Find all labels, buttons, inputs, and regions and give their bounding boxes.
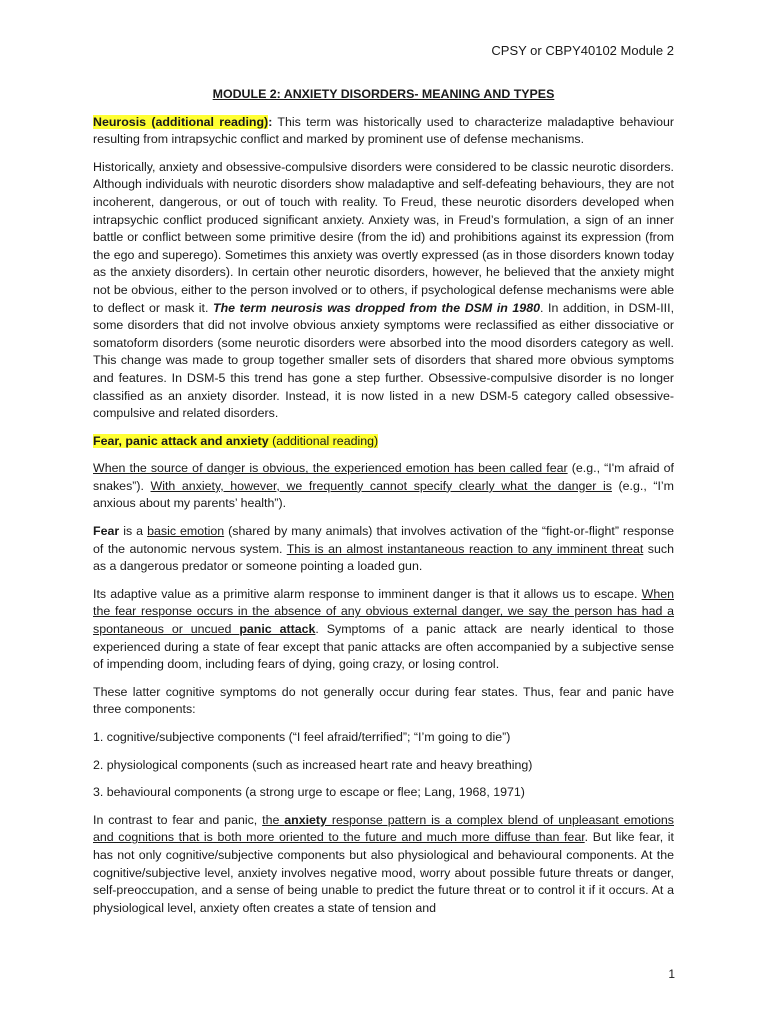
- fear-def-text-2: (shared by many animals) that involves activation of the “fight-or-flight” response of the autonomic nervous system.: [93, 524, 674, 556]
- panic-attack-term: panic attack: [239, 622, 316, 637]
- neurosis-text: This term was historically used to characterize maladaptive behaviour resulting from intrapsychic conflict and marked by prominent use of defense mechanisms.: [93, 114, 674, 147]
- document-title: MODULE 2: ANXIETY DISORDERS- MEANING AND TYPES: [212, 87, 555, 101]
- contrast-text-2: . But like fear, it has not only cognitive/subjective components but also physiological and behavioural components. At the cognitive/subjective level, anxiety involves negative mood, worry about possible future threats or danger, self-preoccupation, and a sense of being unable to predict the future threat or to control it if it occurs. At a physiological level, anxiety often creates a state of tension and: [93, 830, 674, 915]
- history-emphasis: The term neurosis was dropped from the DSM in 1980: [213, 300, 540, 315]
- fear-def-text-1: is a: [119, 524, 148, 539]
- fear-term: Fear: [93, 524, 120, 539]
- danger-underline-1: When the source of danger is obvious, the experienced emotion has been called fear: [93, 461, 568, 476]
- document-body: [93, 86, 674, 927]
- contrast-underline-1: the: [262, 812, 285, 827]
- component-item-1: 1. cognitive/subjective components (“I feel afraid/terrified”; “I’m going to die”): [93, 730, 511, 744]
- history-text-1: Historically, anxiety and obsessive-compulsive disorders were considered to be classic neurotic disorders. Although individuals with neurotic disorders show maladaptive and self-defeating behaviours, they are not incoherent, dangerous, or out of touch with reality. To Freud, these neurotic disorders developed when intrapsychic conflict produced significant anxiety. Anxiety was, in Freud’s formulation, a sign of an inner battle or conflict between some primitive desire (from the id) and prohibitions against its expression (from the ego and superego). Sometimes this anxiety was overtly expressed (as in those disorders known today as the anxiety disorders). In certain other neurotic disorders, however, he believed that the anxiety might not be obvious, either to the person involved or to others, if psychological defense mechanisms were able to deflect or mask it.: [93, 159, 674, 315]
- adaptive-underline-1: When the fear response occurs in the absence of any obvious external danger, we say the person has had a spontaneous or uncued: [93, 586, 674, 637]
- component-item-3: 3. behavioural components (a strong urge to escape or flee; Lang, 1968, 1971): [93, 785, 525, 800]
- fear-heading-rest: (additional reading): [268, 433, 379, 448]
- danger-text-2: (e.g., “I’m anxious about my parents’ health”).: [93, 478, 674, 511]
- contrast-text-1: In contrast to fear and panic,: [93, 812, 263, 827]
- history-paragraph: [93, 159, 674, 423]
- fear-def-text-3: such as a dangerous predator or someone pointing a loaded gun.: [93, 541, 674, 574]
- anxiety-term: anxiety: [284, 812, 327, 827]
- component-item-2: 2. physiological components (such as increased heart rate and heavy breathing): [93, 757, 533, 772]
- fear-definition-paragraph: [93, 523, 674, 576]
- contrast-underline-2: response pattern is a complex blend of unpleasant emotions and cognitions that is both more oriented to the future and much more diffuse than fear: [93, 812, 674, 845]
- page-number: 1: [668, 967, 675, 981]
- contrast-paragraph: [93, 812, 674, 918]
- page-header: CPSY or CBPY40102 Module 2: [491, 43, 674, 58]
- fear-def-underline-2: This is an almost instantaneous reaction to any imminent threat: [286, 541, 644, 556]
- adaptive-paragraph: [93, 586, 674, 674]
- cognitive-paragraph: These latter cognitive symptoms do not generally occur during fear states. Thus, fear and panic have three components:: [93, 684, 674, 717]
- danger-underline-2: With anxiety, however, we frequently cannot specify clearly what the danger is: [150, 478, 612, 493]
- adaptive-text-1: Its adaptive value as a primitive alarm response to imminent danger is that it allows us to escape.: [93, 586, 642, 601]
- fear-def-underline-1: basic emotion: [147, 524, 225, 539]
- adaptive-text-2: . Symptoms of a panic attack are nearly identical to those experienced during a state of fear except that panic attacks are often accompanied by a subjective sense of impending doom, including fears of dying, going crazy, or losing control.: [93, 622, 674, 672]
- fear-heading-bold: Fear, panic attack and anxiety: [93, 433, 269, 448]
- neurosis-heading: Neurosis (additional reading): [93, 114, 269, 129]
- danger-paragraph: [93, 460, 674, 513]
- danger-text-1: (e.g., “I'm afraid of snakes”).: [93, 461, 674, 493]
- neurosis-colon: :: [268, 114, 273, 129]
- neurosis-paragraph: [93, 114, 674, 149]
- fear-section-heading: [93, 433, 674, 451]
- history-text-2: . In addition, in DSM-III, some disorders that did not involve obvious anxiety symptoms were reclassified as either dissociative or somatoform disorders (some neurotic disorders were absorbed into the mood disorders category as well. This change was made to group together smaller sets of disorders that shared more obvious symptoms and features. In DSM-5 this trend has gone a step further. Obsessive-compulsive disorder is no longer classified as an anxiety disorder. Instead, it is now listed in a new DSM-5 category called obsessive-compulsive and related disorders.: [93, 300, 675, 421]
